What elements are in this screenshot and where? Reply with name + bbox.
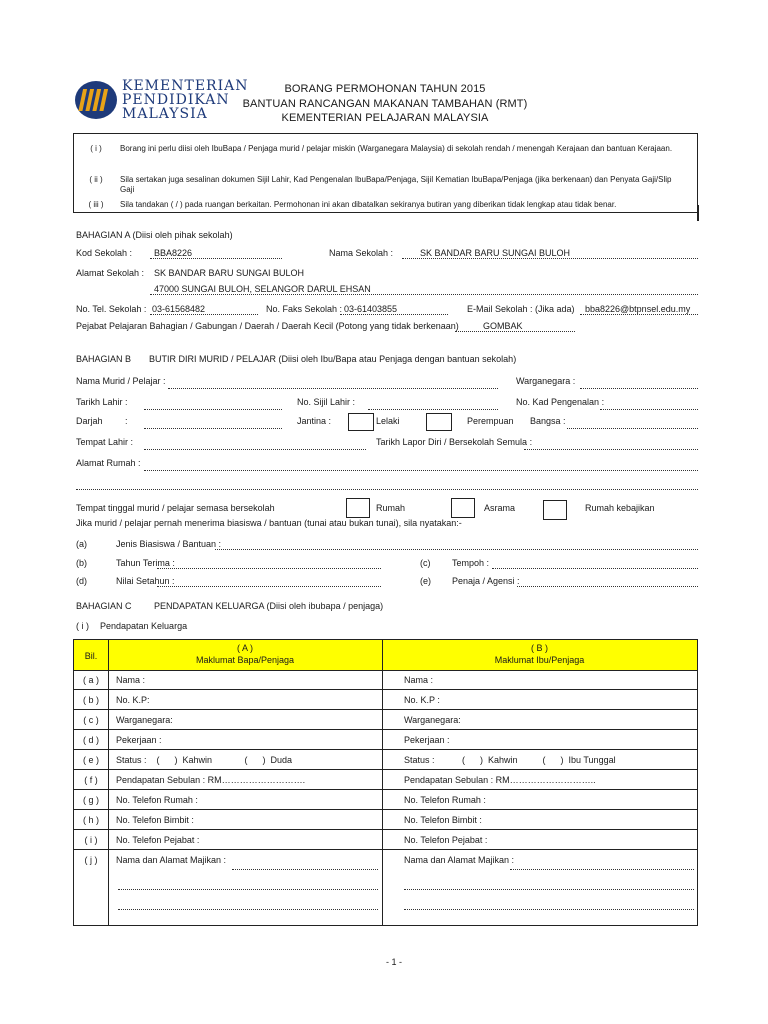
school-tel-value[interactable]: 03-61568482 bbox=[152, 304, 206, 314]
page-number: - 1 - bbox=[385, 957, 402, 967]
table-rule bbox=[74, 849, 697, 850]
mother-office-phone-label[interactable]: No. Telefon Pejabat : bbox=[404, 835, 488, 845]
class-colon: : bbox=[125, 416, 128, 426]
school-address-label: Alamat Sekolah : bbox=[76, 268, 145, 278]
father-home-phone-label[interactable]: No. Telefon Rumah : bbox=[116, 795, 198, 805]
row-number: ( c ) bbox=[83, 715, 99, 725]
form-title-line-2: BANTUAN RANCANGAN MAKANAN TAMBAHAN (RMT) bbox=[242, 98, 528, 110]
school-name-line bbox=[402, 258, 698, 259]
residence-home-label: Rumah bbox=[376, 503, 406, 513]
citizenship-input[interactable] bbox=[580, 388, 698, 389]
father-citizenship-label[interactable]: Warganegara: bbox=[116, 715, 173, 725]
table-rule bbox=[74, 829, 697, 830]
home-address-label: Alamat Rumah : bbox=[76, 458, 141, 468]
residence-welfare-label: Rumah kebajikan bbox=[585, 503, 655, 513]
table-divider-ab bbox=[382, 640, 383, 925]
scholarship-value-label: Nilai Setahun : bbox=[116, 576, 175, 586]
row-number: ( a ) bbox=[82, 675, 99, 685]
instruction-text: Borang ini perlu diisi oleh IbuBapa / Penjaga murid / pelajar miskin (Warganegara Malaysia) di sekolah rendah / menengah Kerajaan dan bantuan Kerajaan. bbox=[120, 144, 673, 153]
school-email-label: E-Mail Sekolah : (Jika ada) bbox=[467, 304, 575, 314]
residence-home-checkbox[interactable] bbox=[346, 498, 370, 518]
mother-status-label[interactable]: Status : ( ) Kahwin ( ) Ibu Tunggal bbox=[404, 755, 616, 765]
race-label: Bangsa : bbox=[530, 416, 566, 426]
family-income-label: Pendapatan Keluarga bbox=[100, 621, 188, 631]
table-divider-bil bbox=[108, 640, 109, 925]
scholarship-year-label: Tahun Terima : bbox=[116, 558, 175, 568]
gender-male-checkbox[interactable] bbox=[348, 413, 374, 431]
gender-female-label: Perempuan bbox=[467, 416, 514, 426]
column-a-title: Maklumat Bapa/Penjaga bbox=[195, 655, 295, 665]
logo-line-3: MALAYSIA bbox=[122, 106, 208, 122]
birth-place-input[interactable] bbox=[144, 449, 366, 450]
father-office-phone-label[interactable]: No. Telefon Pejabat : bbox=[116, 835, 200, 845]
section-a-title: BAHAGIAN A (Diisi oleh pihak sekolah) bbox=[76, 230, 233, 240]
school-code-label: Kod Sekolah : bbox=[76, 248, 133, 258]
scholarship-sponsor-label: Penaja / Agensi : bbox=[452, 576, 520, 586]
column-b-title: Maklumat Ibu/Penjaga bbox=[494, 655, 585, 665]
family-income-table bbox=[73, 639, 698, 926]
birth-date-input[interactable] bbox=[144, 409, 282, 410]
row-number: ( b ) bbox=[82, 695, 99, 705]
father-employer-label[interactable]: Nama dan Alamat Majikan : bbox=[116, 855, 227, 865]
scholarship-year-input[interactable] bbox=[157, 568, 381, 569]
school-code-line bbox=[150, 258, 282, 259]
mother-occupation-label[interactable]: Pekerjaan : bbox=[404, 735, 450, 745]
scholarship-value-input[interactable] bbox=[157, 586, 381, 587]
table-rule bbox=[74, 769, 697, 770]
instruction-number: ( ii ) bbox=[89, 175, 103, 184]
table-rule bbox=[74, 689, 697, 690]
citizenship-label: Warganegara : bbox=[516, 376, 576, 386]
instructions-box bbox=[73, 133, 698, 213]
table-rule bbox=[74, 729, 697, 730]
scholarship-e-label: (e) bbox=[420, 576, 431, 586]
family-income-number: ( i ) bbox=[76, 621, 89, 631]
ic-number-label: No. Kad Pengenalan : bbox=[516, 397, 605, 407]
ic-number-input[interactable] bbox=[600, 409, 698, 410]
school-address-line-1[interactable]: SK BANDAR BARU SUNGAI BULOH bbox=[154, 268, 305, 278]
gender-label: Jantina : bbox=[297, 416, 332, 426]
scholarship-b-label: (b) bbox=[76, 558, 87, 568]
father-status-label[interactable]: Status : ( ) Kahwin ( ) Duda bbox=[116, 755, 293, 765]
row-number: ( g ) bbox=[82, 795, 99, 805]
instruction-text: Sila tandakan ( / ) pada ruangan berkaitan. Permohonan ini akan dibatalkan sekiranya butiran yang diberikan tidak lengkap atau tidak benar. bbox=[120, 200, 617, 209]
ministry-logo bbox=[74, 78, 249, 122]
mother-employer-line-3[interactable] bbox=[404, 909, 694, 910]
scholarship-d-label: (d) bbox=[76, 576, 87, 586]
mother-citizenship-label[interactable]: Warganegara: bbox=[404, 715, 461, 725]
mother-income-label[interactable]: Pendapatan Sebulan : RM……………………….. bbox=[404, 775, 596, 785]
father-ic-label[interactable]: No. K.P: bbox=[116, 695, 150, 705]
school-email-line bbox=[580, 314, 698, 315]
scholarship-type-label: Jenis Biasiswa / Bantuan : bbox=[116, 539, 222, 549]
logo-line-1: KEMENTERIAN bbox=[122, 78, 249, 94]
mother-mobile-label[interactable]: No. Telefon Bimbit : bbox=[404, 815, 482, 825]
father-mobile-label[interactable]: No. Telefon Bimbit : bbox=[116, 815, 194, 825]
row-number: ( j ) bbox=[84, 855, 98, 865]
mother-name-label[interactable]: Nama : bbox=[404, 675, 434, 685]
mother-ic-label[interactable]: No. K.P : bbox=[404, 695, 440, 705]
school-name-label: Nama Sekolah : bbox=[329, 248, 394, 258]
instruction-text: Sila sertakan juga sesalinan dokumen Sijil Lahir, Kad Pengenalan IbuBapa/Penjaga, Sijil Kematian IbuBapa/Penjaga (jika berkenaan) dan Penyata Gaji/Slip Gaji bbox=[120, 175, 672, 194]
bil-header: Bil. bbox=[84, 651, 98, 661]
row-number: ( f ) bbox=[84, 775, 98, 785]
class-label: Darjah bbox=[76, 416, 103, 426]
student-name-label: Nama Murid / Pelajar : bbox=[76, 376, 166, 386]
mother-home-phone-label[interactable]: No. Telefon Rumah : bbox=[404, 795, 486, 805]
residence-hostel-checkbox[interactable] bbox=[451, 498, 475, 518]
scholarship-a-label: (a) bbox=[76, 539, 87, 549]
row-number: ( h ) bbox=[82, 815, 99, 825]
father-employer-line-1[interactable] bbox=[232, 869, 378, 870]
table-rule bbox=[74, 809, 697, 810]
section-b-subtitle: BUTIR DIRI MURID / PELAJAR (Diisi oleh Ibu/Bapa atau Penjaga dengan bantuan sekolah) bbox=[149, 354, 517, 364]
father-income-label[interactable]: Pendapatan Sebulan : RM………………………. bbox=[116, 775, 306, 785]
residence-hostel-label: Asrama bbox=[484, 503, 516, 513]
instruction-number: ( i ) bbox=[90, 144, 102, 153]
table-rule bbox=[74, 789, 697, 790]
birth-cert-input[interactable] bbox=[368, 409, 498, 410]
birth-date-label: Tarikh Lahir : bbox=[76, 397, 128, 407]
education-office-line bbox=[455, 331, 575, 332]
education-office-label: Pejabat Pelajaran Bahagian / Gabungan / Daerah / Daerah Kecil (Potong yang tidak berkenaan) bbox=[76, 321, 459, 331]
gender-male-label: Lelaki bbox=[376, 416, 400, 426]
school-address-line-2[interactable]: 47000 SUNGAI BULOH, SELANGOR DARUL EHSAN bbox=[154, 284, 371, 294]
form-title-line-1: BORANG PERMOHONAN TAHUN 2015 bbox=[284, 83, 486, 95]
column-a-tag: ( A ) bbox=[236, 643, 253, 653]
section-b-title: BAHAGIAN B bbox=[76, 354, 132, 364]
residence-label: Tempat tinggal murid / pelajar semasa bersekolah bbox=[76, 503, 275, 513]
father-employer-line-3[interactable] bbox=[118, 909, 378, 910]
logo-line-2: PENDIDIKAN bbox=[122, 92, 230, 108]
instruction-number: ( iii ) bbox=[88, 200, 104, 209]
table-rule bbox=[74, 749, 697, 750]
class-input[interactable] bbox=[144, 428, 282, 429]
section-c-title: BAHAGIAN C bbox=[76, 601, 132, 611]
gender-female-checkbox[interactable] bbox=[426, 413, 452, 431]
student-name-input[interactable] bbox=[168, 388, 498, 389]
ministry-emblem-icon bbox=[74, 80, 118, 120]
scholarship-duration-label: Tempoh : bbox=[452, 558, 490, 568]
section-c-subtitle: PENDAPATAN KELUARGA (Diisi oleh ibubapa / penjaga) bbox=[154, 601, 384, 611]
school-tel-line bbox=[150, 314, 258, 315]
birth-place-label: Tempat Lahir : bbox=[76, 437, 134, 447]
residence-welfare-checkbox[interactable] bbox=[543, 500, 567, 520]
table-rule bbox=[74, 709, 697, 710]
column-b-tag: ( B ) bbox=[531, 643, 548, 653]
report-date-label: Tarikh Lapor Diri / Bersekolah Semula : bbox=[376, 437, 533, 447]
table-rule bbox=[74, 670, 697, 671]
education-office-value[interactable]: GOMBAK bbox=[483, 321, 523, 331]
birth-cert-label: No. Sijil Lahir : bbox=[297, 397, 356, 407]
father-employer-line-2[interactable] bbox=[118, 889, 378, 890]
school-fax-label: No. Faks Sekolah : bbox=[266, 304, 343, 314]
mother-employer-line-1[interactable] bbox=[510, 869, 694, 870]
form-title-line-3: KEMENTERIAN PELAJARAN MALAYSIA bbox=[281, 112, 489, 124]
school-fax-value[interactable]: 03-61403855 bbox=[344, 304, 398, 314]
scholarship-c-label: (c) bbox=[420, 558, 431, 568]
father-occupation-label[interactable]: Pekerjaan : bbox=[116, 735, 162, 745]
school-name-value[interactable]: SK BANDAR BARU SUNGAI BULOH bbox=[420, 248, 571, 258]
scholarship-note: Jika murid / pelajar pernah menerima biasiswa / bantuan (tunai atau bukan tunai), sila nyatakan:- bbox=[76, 518, 462, 528]
row-number: ( e ) bbox=[82, 755, 99, 765]
report-date-input[interactable] bbox=[524, 449, 698, 450]
race-input[interactable] bbox=[567, 428, 698, 429]
scholarship-duration-input[interactable] bbox=[492, 568, 698, 569]
mother-employer-line-2[interactable] bbox=[404, 889, 694, 890]
school-fax-line bbox=[340, 314, 448, 315]
home-address-input-2[interactable] bbox=[76, 489, 698, 490]
scholarship-type-input[interactable] bbox=[215, 549, 698, 550]
row-number: ( d ) bbox=[82, 735, 99, 745]
school-tel-label: No. Tel. Sekolah : bbox=[76, 304, 147, 314]
school-address-underline bbox=[150, 294, 698, 295]
scholarship-sponsor-input[interactable] bbox=[517, 586, 698, 587]
home-address-input-1[interactable] bbox=[144, 470, 698, 471]
mother-employer-label[interactable]: Nama dan Alamat Majikan : bbox=[404, 855, 515, 865]
school-email-value[interactable]: bba8226@btpnsel.edu.my bbox=[585, 304, 691, 314]
box-corner-mark bbox=[697, 205, 699, 221]
school-code-value[interactable]: BBA8226 bbox=[154, 248, 193, 258]
father-name-label[interactable]: Nama : bbox=[116, 675, 146, 685]
row-number: ( i ) bbox=[84, 835, 98, 845]
